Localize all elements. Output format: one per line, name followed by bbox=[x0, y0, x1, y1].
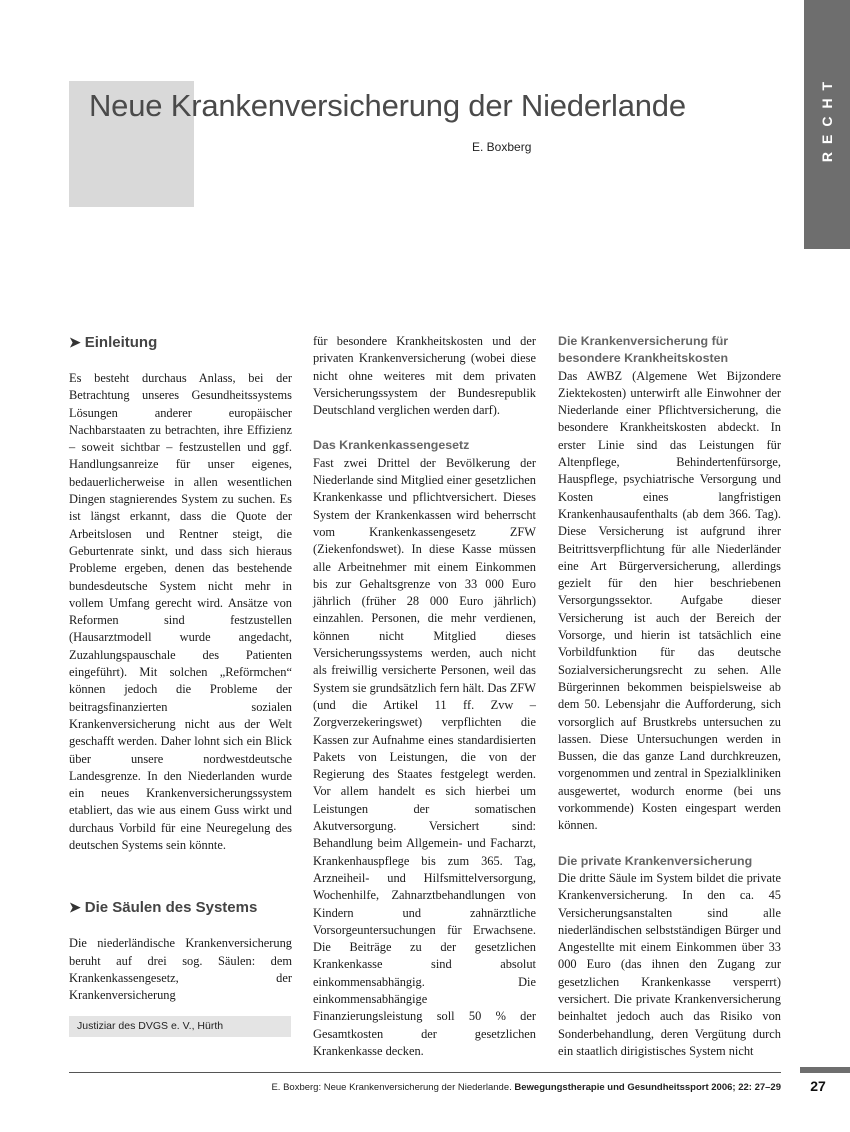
article-title: Neue Krankenversicherung der Niederlande bbox=[89, 88, 686, 123]
footer-accent-bar bbox=[800, 1067, 850, 1073]
paragraph-besondere-krankheitskosten: Das AWBZ (Algemene Wet Bijzondere Ziektekosten) unterwirft alle Einwohner der Niederlande einer Pflichtversicherung, die besondere Krankheitskosten abdeckt. In erster Linie sind das Leistungen für Altenpflege, Behindertenfürsorge, Hauspflege, psychiatrische Versorgung und Kosten eines langfristigen Krankenhausaufenthalts (ab dem 366. Tag). Diese Versicherung ist aufgrund ihrer Beitrittsverpflichtung für alle Niederländer eine Art Bürgerversicherung, allerdings gezielt für den hier beschriebenen Versorgungssektor. Aufgabe dieser Versicherung ist auch der Bereich der Vorsorge, und hierin ist tatsächlich eine Vorbildfunktion für das deutsche Sozialversicherungsrecht zu sehen. Alle Bürgerinnen bekommen beispielsweise ab dem 50. Lebensjahr die Aufforderung, sich vorsorglich auf Brustkrebs untersuchen zu lassen. Diese Untersuchungen werden in Bussen, die das ganze Land durchkreuzen, vorgenommen und zentral in Spezialkliniken ausgewertet, wodurch enorme (bei uns vorkommende) Kosten eingespart werden können. bbox=[558, 368, 781, 833]
text-column-1 bbox=[69, 333, 292, 1005]
footer-citation bbox=[69, 1082, 781, 1093]
arrowhead-icon: ➤ bbox=[69, 899, 81, 916]
text-column-2 bbox=[313, 333, 536, 1060]
paragraph-einleitung: Es besteht durchaus Anlass, bei der Betrachtung unseres Gesundheitssystems Lösungen anderer europäischer Nachbarstaaten zu betrachten, ihre Effizienz – soweit sichtbar – festzustellen und ggf. Handlungsanreize für unser eigenes, bedauerlicherweise in allen wesentlichen Dingen stagnierendes System zu suchen. Es ist längst erkannt, dass die Quote der Arbeitslosen und Rentner steigt, die Geburtenrate sinkt, und dass sich hieraus Probleme ergeben, denen das bestehende bundesdeutsche System nicht mehr in vollem Umfang gerecht wird. Ansätze von Reformen sind festzustellen (Hausarztmodell wurde angedacht, Zuzahlungspauschale des Patienten eingeführt). Mit solchen „Reförmchen“ können jedoch die Probleme der beitragsfinanzierten sozialen Krankenversicherung nicht aus der Welt geschafft werden. Daher lohnt sich ein Blick über unsere nordwestdeutsche Landesgrenze. In den Niederlanden wurde ein neues Krankenversicherungssystem etabliert, das wie aus einem Guss wirkt und durchaus Vorbild für eine Neuregelung des deutschen Systems sein könnte. bbox=[69, 371, 292, 853]
paragraph-private-krankenversicherung: Die dritte Säule im System bildet die private Krankenversicherung. In den ca. 45 Versicherungsanstalten sind alle niederländischen selbstständigen Bürger und Angestellte mit einem Einkommen über 33 000 Euro (das ihnen den Zugang zur gesetzlichen Krankenkasse versperrt) versichert. Die private Krankenversicherung beinhaltet jedoch auch das Risiko von Sonderbehandlung, deren Vergütung durch ein staatlich dirigistisches System nicht bbox=[558, 870, 781, 1058]
arrowhead-icon: ➤ bbox=[69, 334, 81, 350]
paragraph-saeulen: Die niederländische Krankenversicherung beruht auf drei sog. Säulen: dem Krankenkassengesetz, der Krankenversicherung bbox=[69, 936, 292, 1003]
section-tab-label: RECHT bbox=[819, 73, 835, 163]
heading-einleitung bbox=[69, 333, 292, 352]
citation-journal: Bewegungstherapie und Gesundheitssport 2006; 22: 27–29 bbox=[514, 1082, 781, 1093]
article-author: E. Boxberg bbox=[472, 140, 532, 154]
author-affiliation-footnote: Justiziar des DVGS e. V., Hürth bbox=[69, 1016, 291, 1037]
heading-einleitung-text: Einleitung bbox=[84, 334, 158, 351]
heading-private-krankenversicherung: Die private Krankenversicherung bbox=[558, 853, 753, 868]
paragraph-krankenkassengesetz: Fast zwei Drittel der Bevölkerung der Niederlande sind Mitglied einer gesetzlichen Krankenkasse und pflichtversichert. Dieses System der Krankenkassen wird beherrscht vom Krankenkassengesetz ZFW (Ziekenfondswet). In diese Kasse müssen alle Arbeitnehmer mit einem Einkommen bis zur Gehaltsgrenze von 33 000 Euro jährlich (früher 28 000 Euro jährlich) einzahlen. Personen, die mehr verdienen, können nicht Mitglied dieses Versicherungssystems werden, auch nicht als freiwillig versicherte Personen, weil das System sie grundsätzlich fern hält. Das ZFW (und die Artikel 11 ff. Zvw – Zorgverzekeringswet) verpflichten die Kassen zur Aufnahme eines standardisierten Pakets von Leistungen, die von der Regierung des Staates festgelegt werden. Vor allem handelt es sich hierbei um Leistungen der somatischen Akutversorgung. Versichert sind: Behandlung beim Allgemein- und Facharzt, Krankenhauspflege bis zum 365. Tag, Arzneiheil- und Hilfsmittelversorgung, Wochenhilfe, Zahnarztbehandlungen von Kindern und zahnärztliche Vorsorgeuntersuchungen für Erwachsene. Die Beiträge zu der gesetzlichen Krankenkasse sind absolut einkommensabhängig. Die einkommensabhängige Finanzierungsleistung soll 50 % der Gesamtkosten der gesetzlichen Krankenkasse decken. bbox=[313, 455, 536, 1058]
citation-text: E. Boxberg: Neue Krankenversicherung der Niederlande. bbox=[271, 1082, 515, 1093]
text-column-3 bbox=[558, 333, 781, 1060]
page-number: 27 bbox=[810, 1078, 826, 1094]
heading-besondere-krankheitskosten: Die Krankenversicherung für besondere Krankheitskosten bbox=[558, 334, 729, 366]
paragraph-continuation: für besondere Krankheitskosten und der privaten Krankenversicherung (wobei diese nicht ohne weiteres mit dem privaten Versicherungssystem der Bundesrepublik Deutschland verglichen werden darf). bbox=[313, 334, 536, 418]
heading-saeulen-text: Die Säulen des Systems bbox=[84, 899, 258, 917]
footer-rule bbox=[69, 1072, 781, 1073]
heading-krankenkassengesetz: Das Krankenkassengesetz bbox=[313, 438, 470, 453]
section-tab bbox=[804, 0, 850, 249]
heading-saeulen bbox=[69, 898, 292, 917]
